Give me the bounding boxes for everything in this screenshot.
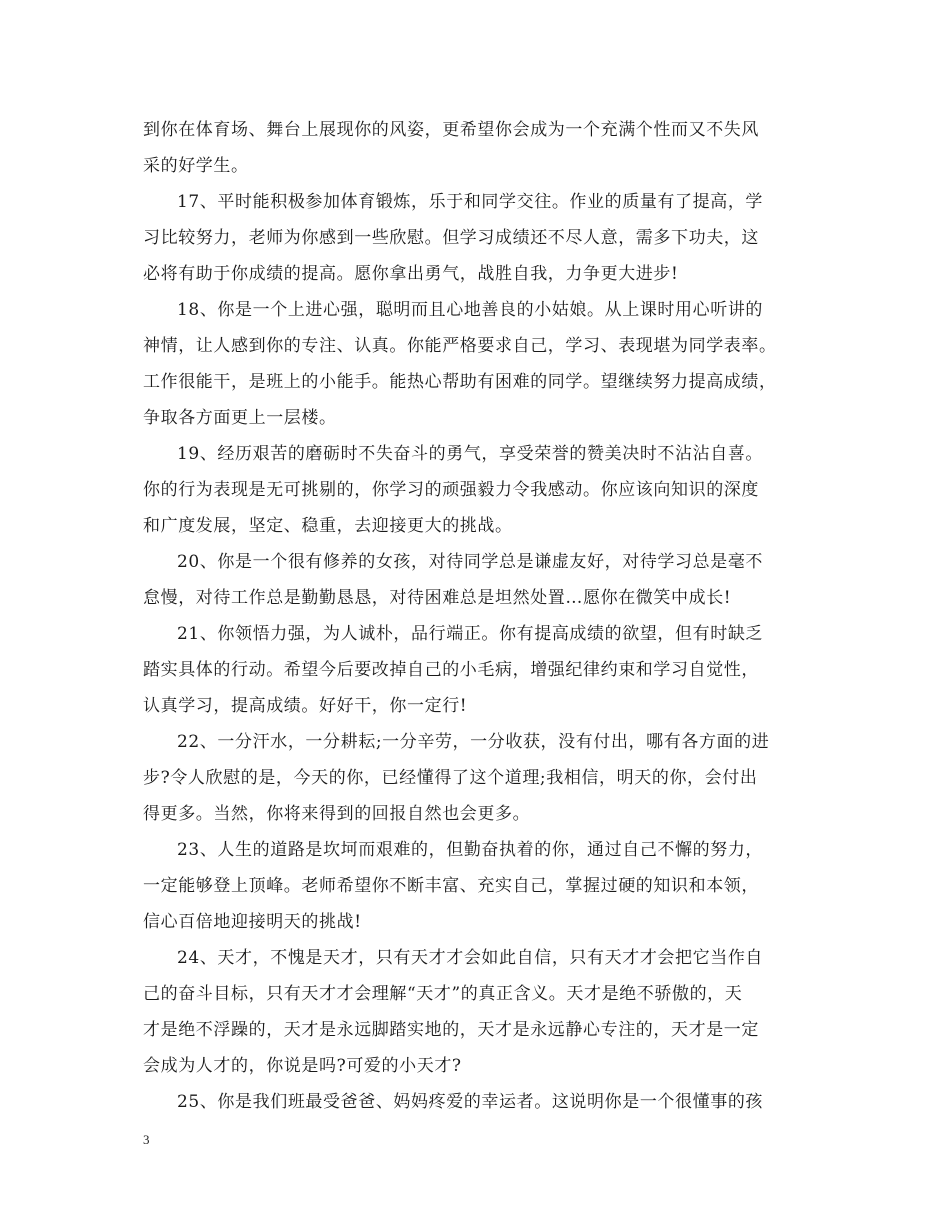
paragraph-22-line: 22、一分汗水，一分耕耘;一分辛劳，一分收获，没有付出，哪有各方面的进 xyxy=(177,732,770,752)
text-line: 步?令人欣慰的是，今天的你，已经懂得了这个道理;我相信，明天的你，会付出 xyxy=(143,768,758,788)
paragraph-17-line: 17、平时能积极参加体育锻炼，乐于和同学交往。作业的质量有了提高，学 xyxy=(177,192,764,212)
text-line: 采的好学生。 xyxy=(143,156,249,176)
text-line: 踏实具体的行动。希望今后要改掉自己的小毛病，增强纪律约束和学习自觉性， xyxy=(143,660,759,680)
text-line: 己的奋斗目标，只有天才才会理解“天才”的真正含义。天才是绝不骄傲的，天 xyxy=(143,984,743,1004)
text-line: 信心百倍地迎接明天的挑战! xyxy=(143,912,362,932)
paragraph-18-line: 18、你是一个上进心强，聪明而且心地善良的小姑娘。从上课时用心听讲的 xyxy=(177,300,764,320)
text-line: 争取各方面更上一层楼。 xyxy=(143,408,337,428)
text-line: 你的行为表现是无可挑剔的，你学习的顽强毅力令我感动。你应该向知识的深度 xyxy=(143,480,759,500)
text-line: 会成为人才的，你说是吗?可爱的小天才? xyxy=(143,1056,462,1076)
text-line: 必将有助于你成绩的提高。愿你拿出勇气，战胜自我，力争更大进步! xyxy=(143,264,679,284)
paragraph-23-line: 23、人生的道路是坎坷而艰难的，但勤奋执着的你，通过自己不懈的努力， xyxy=(177,840,764,860)
text-line: 习比较努力，老师为你感到一些欣慰。但学习成绩还不尽人意，需多下功夫，这 xyxy=(143,228,759,248)
page-number: 3 xyxy=(143,1132,150,1147)
paragraph-20-line: 20、你是一个很有修养的女孩，对待同学总是谦虚友好，对待学习总是毫不 xyxy=(177,552,764,572)
document-body xyxy=(143,112,815,1120)
text-line: 认真学习，提高成绩。好好干，你一定行! xyxy=(143,696,468,716)
text-line: 得更多。当然，你将来得到的回报自然也会更多。 xyxy=(143,804,531,824)
text-line: 怠慢，对待工作总是勤勤恳恳，对待困难总是坦然处置…愿你在微笑中成长! xyxy=(143,588,732,608)
text-line: 才是绝不浮躁的，天才是永远脚踏实地的，天才是永远静心专注的，天才是一定 xyxy=(143,1020,759,1040)
text-line: 工作很能干，是班上的小能手。能热心帮助有困难的同学。望继续努力提高成绩， xyxy=(143,372,777,392)
paragraph-25-line: 25、你是我们班最受爸爸、妈妈疼爱的幸运者。这说明你是一个很懂事的孩 xyxy=(177,1092,764,1112)
paragraph-21-line: 21、你领悟力强，为人诚朴，品行端正。你有提高成绩的欲望，但有时缺乏 xyxy=(177,624,764,644)
text-line: 一定能够登上顶峰。老师希望你不断丰富、充实自己，掌握过硬的知识和本领， xyxy=(143,876,759,896)
paragraph-19-line: 19、经历艰苦的磨砺时不失奋斗的勇气，享受荣誉的赞美决时不沾沾自喜。 xyxy=(177,444,764,464)
text-line: 到你在体育场、舞台上展现你的风姿，更希望你会成为一个充满个性而又不失风 xyxy=(143,120,759,140)
paragraph-24-line: 24、天才，不愧是天才，只有天才才会如此自信，只有天才才会把它当作自 xyxy=(177,948,764,968)
text-line: 和广度发展，坚定、稳重，去迎接更大的挑战。 xyxy=(143,516,513,536)
text-line: 神情，让人感到你的专注、认真。你能严格要求自己，学习、表现堪为同学表率。 xyxy=(143,336,777,356)
